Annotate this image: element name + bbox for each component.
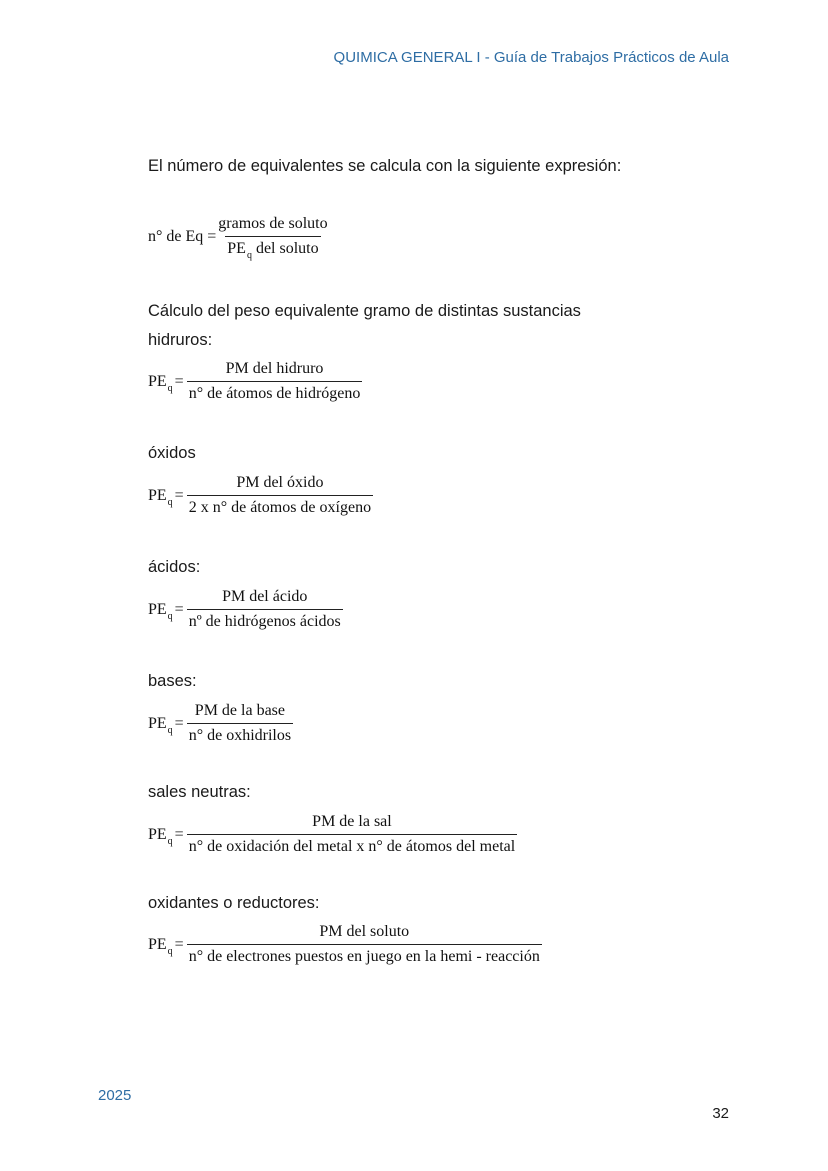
formula-fraction [216, 215, 329, 261]
fraction [187, 588, 343, 631]
fraction [187, 813, 517, 856]
denominator: n° de electrones puestos en juego en la hemi - reacción [187, 944, 542, 966]
pe-symbol: PE q = [148, 714, 184, 736]
formula-oxidantes-reductores [148, 923, 542, 966]
pe-symbol: PE q = [148, 935, 184, 957]
formula-bases [148, 702, 293, 745]
formula-numerator: gramos de soluto [218, 215, 328, 232]
numerator: PM del ácido [222, 588, 308, 605]
denominator: n° de átomos de hidrógeno [187, 381, 363, 403]
formula-denominator: $PE_q$ del soluto [225, 236, 320, 258]
fraction [187, 702, 293, 745]
section-label-oxidantes-reductores: oxidantes o reductores: [148, 894, 320, 912]
numerator: PM del hidruro [225, 360, 324, 377]
formula-sales-neutras [148, 813, 517, 856]
section-label-acidos: ácidos: [148, 558, 201, 576]
numerator: PM del soluto [319, 923, 410, 940]
pe-symbol: PE q = [148, 372, 184, 394]
page-number: 32 [712, 1105, 729, 1122]
pe-symbol: PE q = [148, 825, 184, 847]
numerator: PM de la base [194, 702, 285, 719]
numerator: PM del óxido [236, 474, 324, 491]
formula-lhs: n° de Eq = [148, 227, 217, 245]
numerator: PM de la sal [312, 813, 392, 830]
equivalents-formula [148, 215, 330, 261]
fraction [187, 923, 542, 966]
page-header-title: QUIMICA GENERAL I - Guía de Trabajos Prácticos de Aula [333, 49, 729, 66]
denominator: n° de oxhidrilos [187, 723, 293, 745]
denominator: n° de oxidación del metal x n° de átomos del metal [187, 834, 517, 856]
intro-text: El número de equivalentes se calcula con la siguiente expresión: [148, 157, 622, 175]
formula-hidruros [148, 360, 362, 403]
footer-year: 2025 [98, 1087, 132, 1104]
section-label-bases: bases: [148, 672, 197, 690]
section-label-sales-neutras: sales neutras: [148, 783, 251, 801]
calc-title: Cálculo del peso equivalente gramo de distintas sustancias [148, 302, 581, 320]
denominator: nº de hidrógenos ácidos [187, 609, 343, 631]
formula-oxidos [148, 474, 373, 517]
section-label-hidruros: hidruros: [148, 331, 213, 349]
formula-acidos [148, 588, 343, 631]
pe-symbol: PE q = [148, 600, 184, 622]
pe-symbol: PE q = [148, 486, 184, 508]
fraction [187, 360, 363, 403]
section-label-oxidos: óxidos [148, 444, 196, 462]
fraction [187, 474, 373, 517]
denominator: 2 x n° de átomos de oxígeno [187, 495, 373, 517]
